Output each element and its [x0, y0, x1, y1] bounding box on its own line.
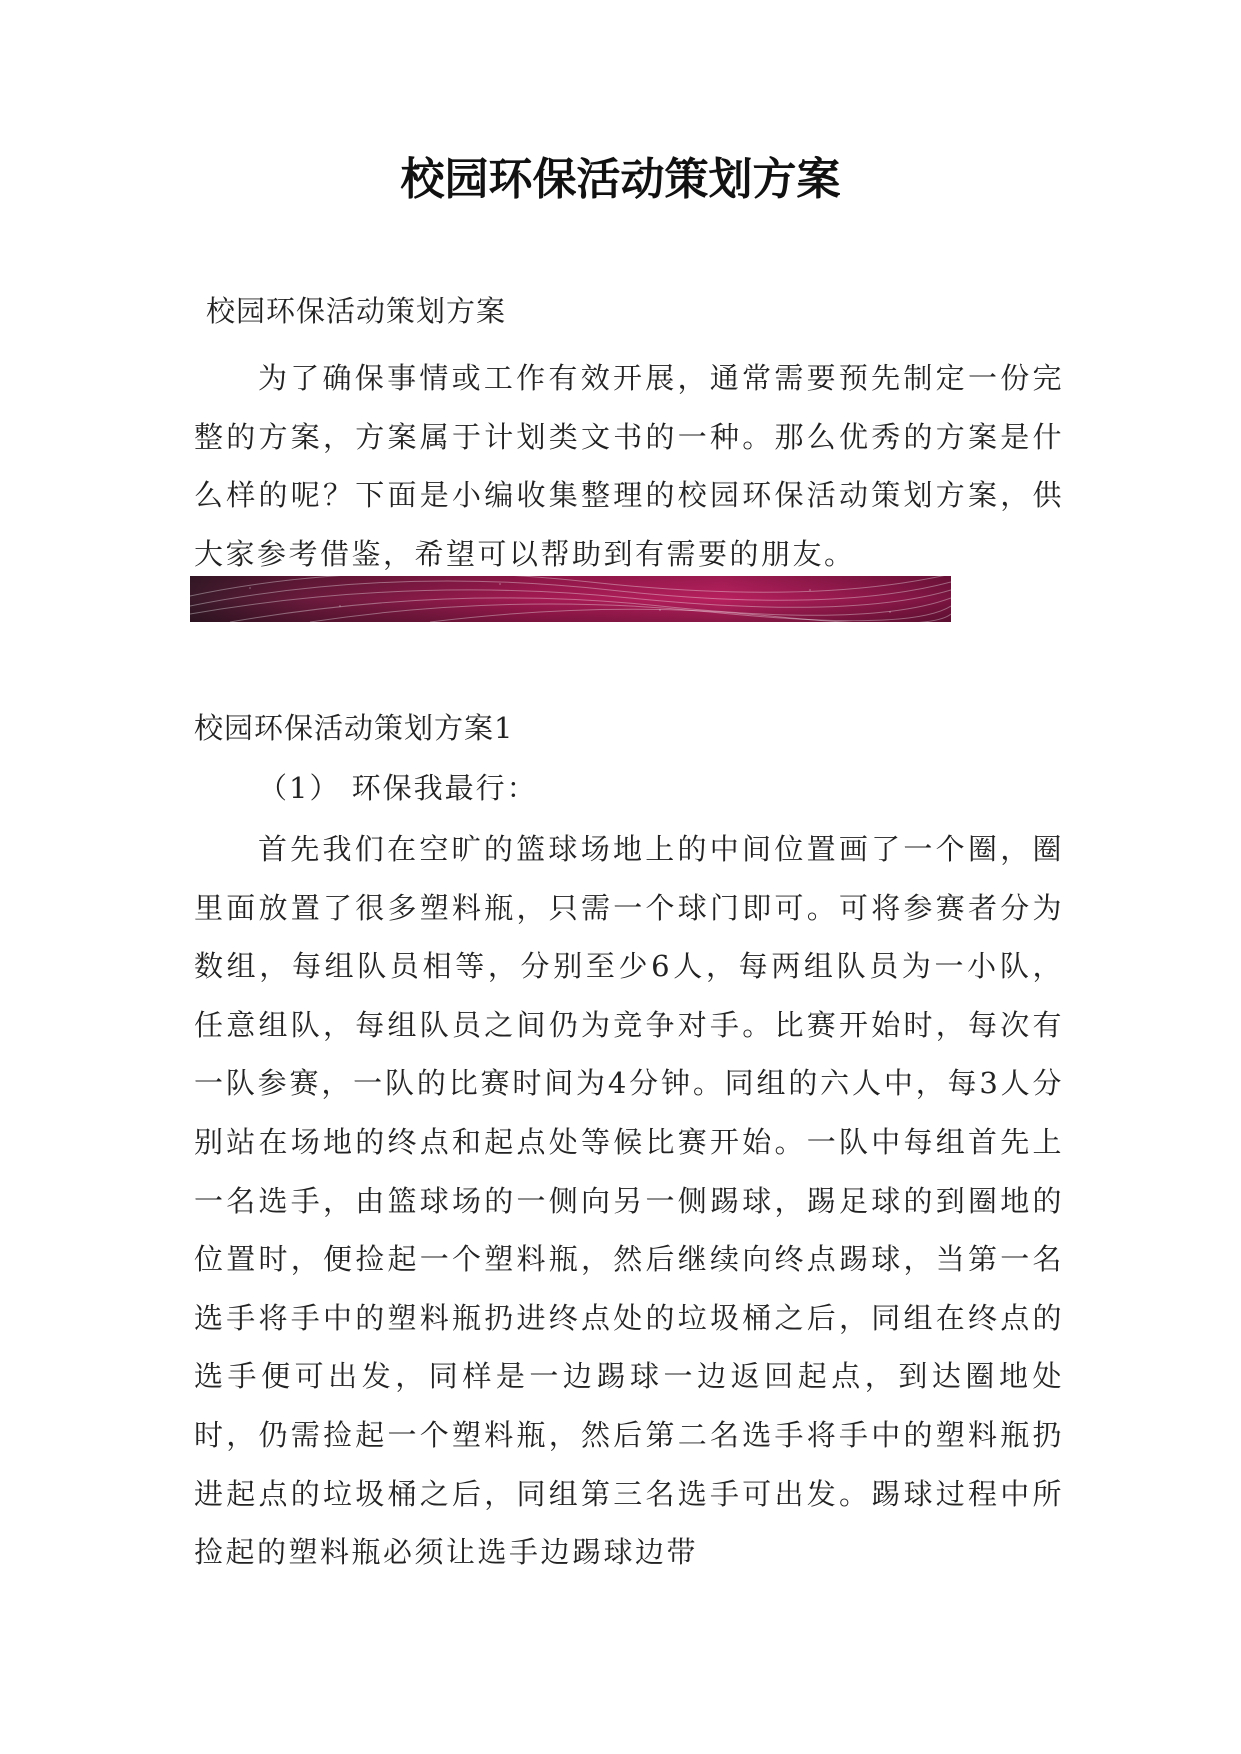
- document-title: 校园环保活动策划方案: [400, 154, 841, 205]
- section-body-paragraph: 首先我们在空旷的篮球场地上的中间位置画了一个圈，圈里面放置了很多塑料瓶，只需一个球门即可。可将参赛者分为数组，每组队员相等，分别至少6人，每两组队员为一小队，任意组队，每组队员之间仍为竞争对手。比赛开始时，每次有一队参赛，一队的比赛时间为4分钟。同组的六人中，每3人分别站在场地的终点和起点处等候比赛开始。一队中每组首先上一名选手，由篮球场的一侧向另一侧踢球，踢足球的到圈地的位置时，便捡起一个塑料瓶，然后继续向终点踢球，当第一名选手将手中的塑料瓶扔进终点处的垃圾桶之后，同组在终点的选手便可出发，同样是一边踢球一边返回起点，到达圈地处时，仍需捡起一个塑料瓶，然后第二名选手将手中的塑料瓶扔进起点的垃圾桶之后，同组第三名选手可出发。踢球过程中所捡起的塑料瓶必须让选手边踢球边带: [194, 832, 1064, 1570]
- section-heading: 校园环保活动策划方案1: [194, 711, 514, 745]
- item-heading: （1） 环保我最行：: [258, 771, 538, 805]
- decorative-banner-image: [190, 576, 951, 622]
- intro-paragraph: 为了确保事情或工作有效开展，通常需要预先制定一份完整的方案，方案属于计划类文书的一种。那么优秀的方案是什么样的呢？下面是小编收集整理的校园环保活动策划方案，供大家参考借鉴，希望可以帮助到有需要的朋友。: [194, 361, 1064, 571]
- banner-graphic: [190, 576, 951, 622]
- document-subtitle: 校园环保活动策划方案: [206, 294, 507, 328]
